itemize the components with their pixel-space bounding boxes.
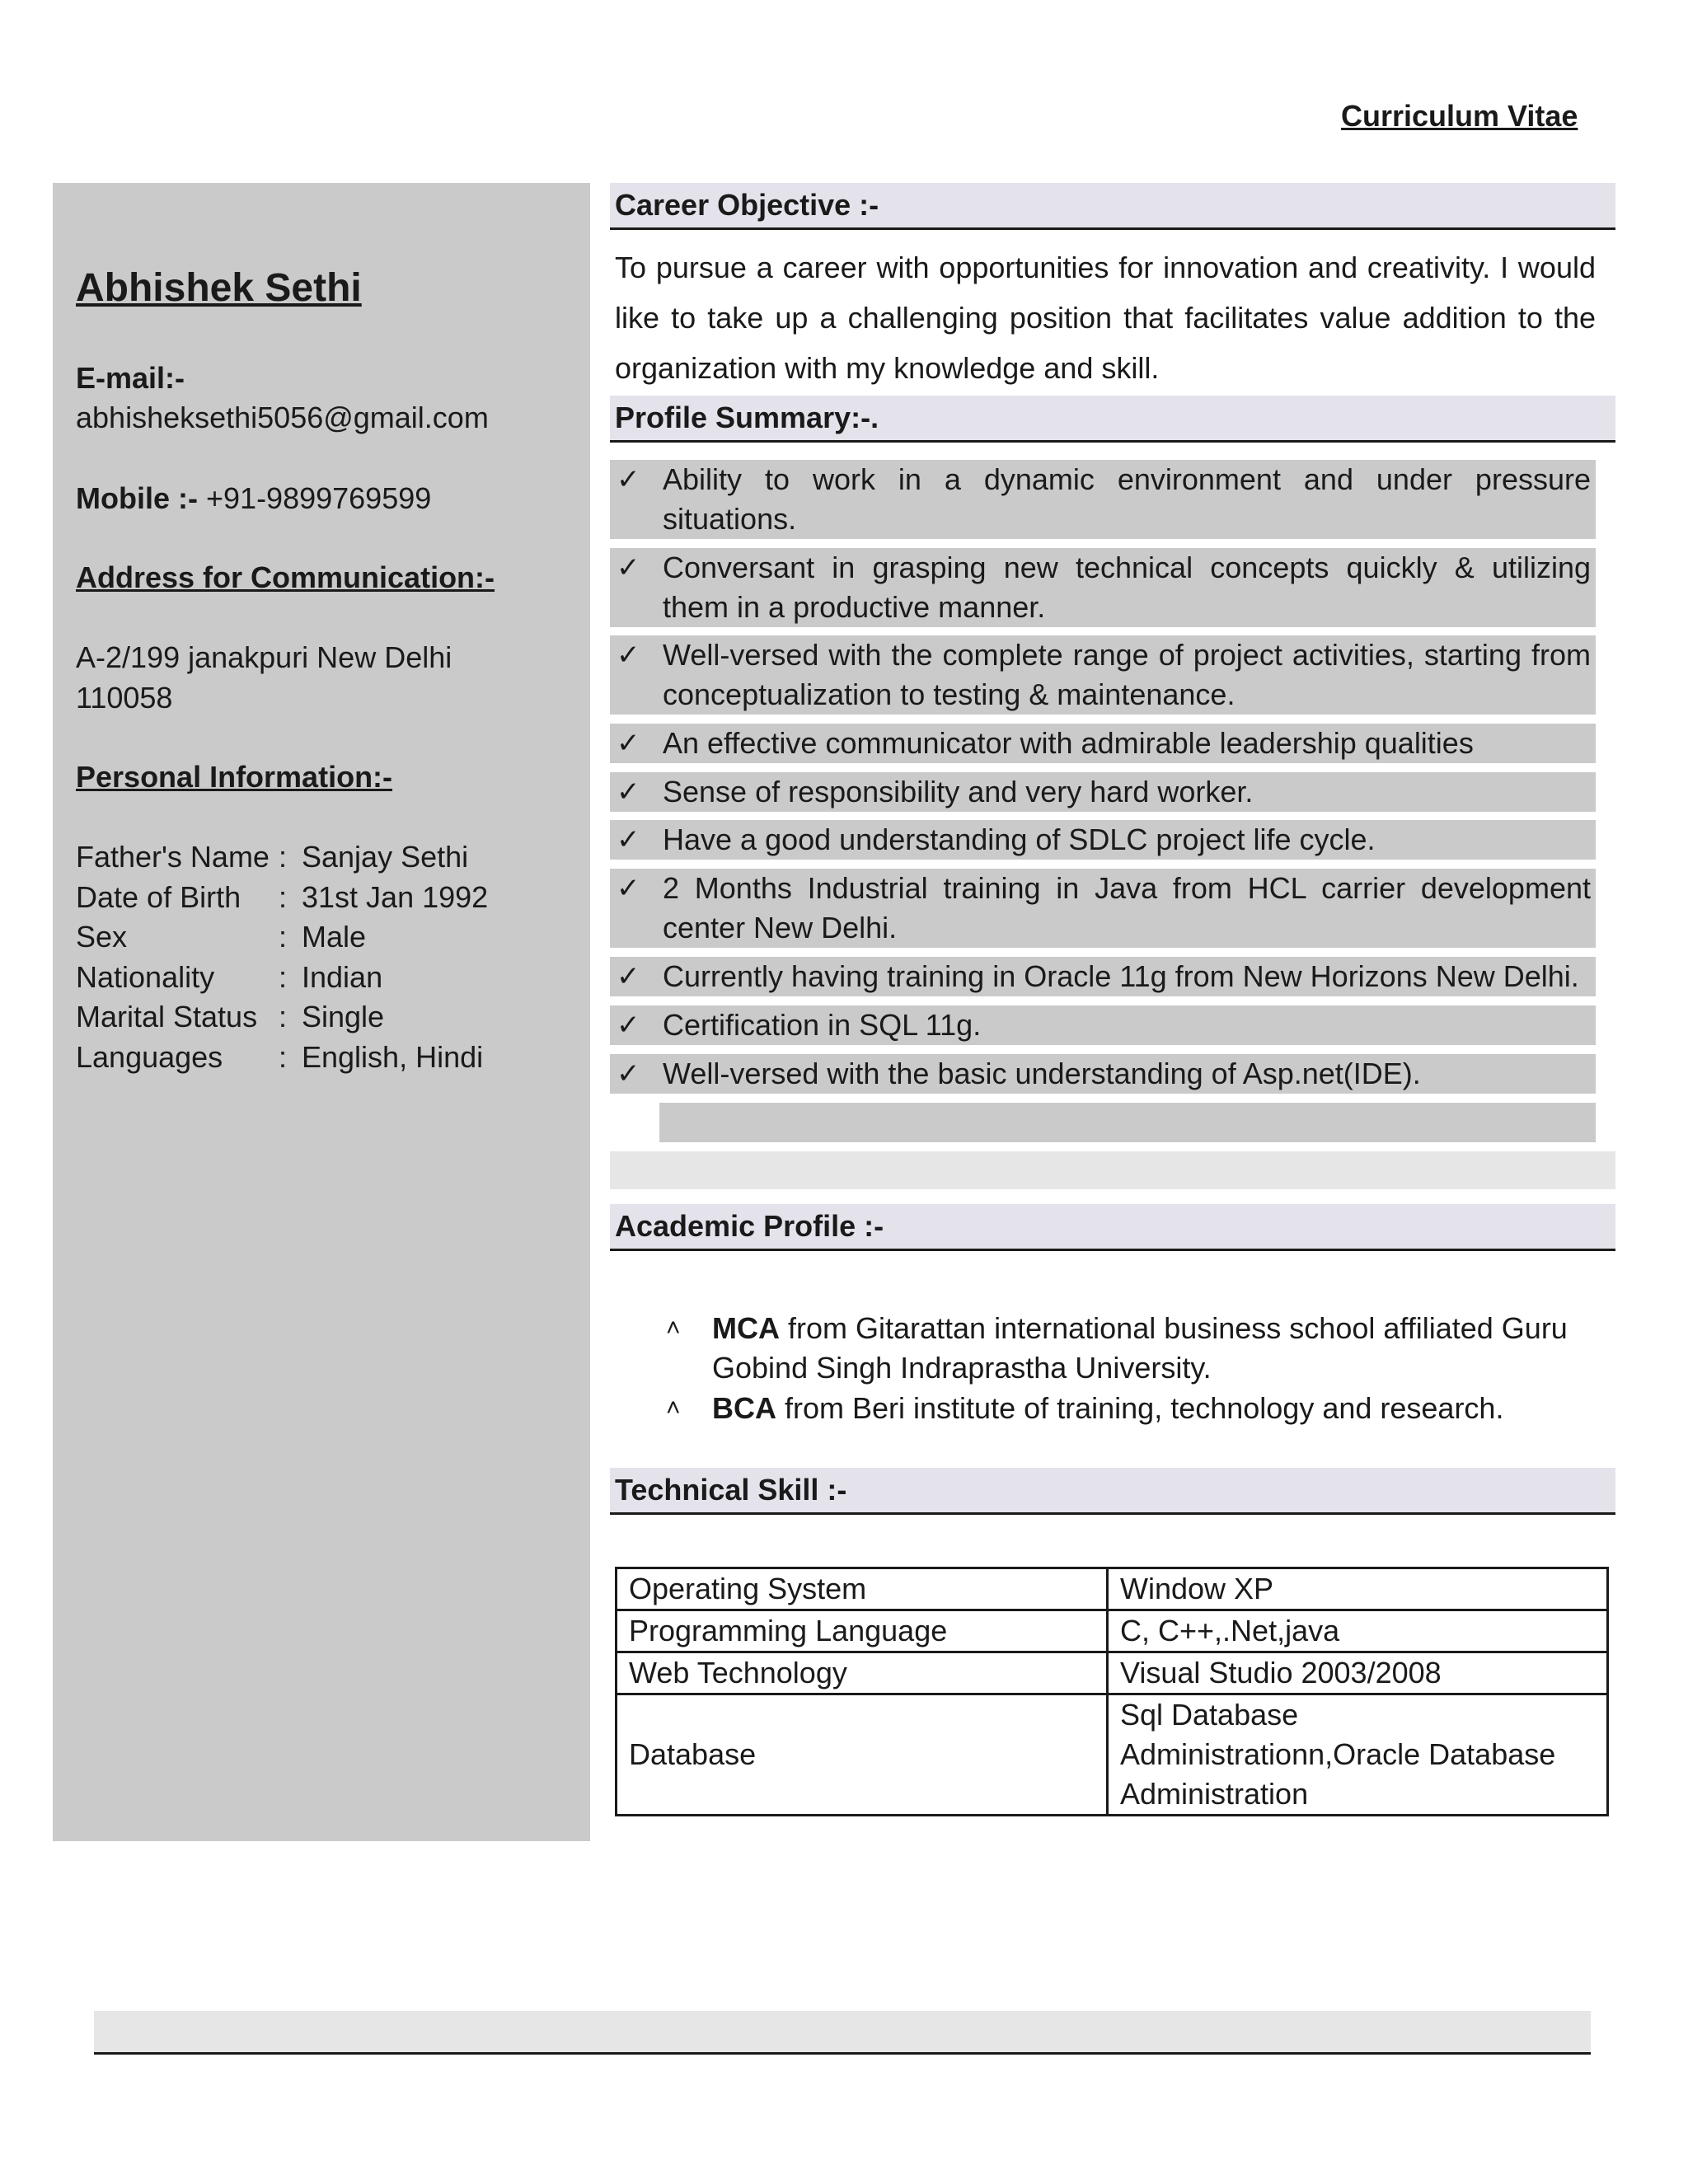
skill-value: Sql Database Administrationn,Oracle Database Administration xyxy=(1108,1694,1608,1816)
profile-item-text: Certification in SQL 11g. xyxy=(663,1008,982,1042)
personal-row-dob xyxy=(76,877,488,918)
profile-summary-heading: Profile Summary:-. xyxy=(615,401,879,434)
address-line-1: A-2/199 janakpuri New Delhi xyxy=(76,640,452,674)
mobile-line xyxy=(76,478,431,519)
profile-item xyxy=(610,548,1596,627)
personal-colon: : xyxy=(279,880,288,914)
personal-colon: : xyxy=(279,1040,288,1074)
academic-detail: from Beri institute of training, technology and research. xyxy=(776,1391,1504,1425)
personal-colon: : xyxy=(279,1000,288,1033)
profile-item-text: Ability to work in a dynamic environment and under pressure situations. xyxy=(663,462,1591,536)
profile-item xyxy=(610,724,1596,763)
academic-item xyxy=(666,1309,1597,1388)
arrowhead-bullet-icon: ˄ xyxy=(666,1315,681,1342)
personal-row-father xyxy=(76,837,468,878)
profile-item-text: Currently having training in Oracle 11g from New Horizons New Delhi. xyxy=(663,959,1579,993)
academic-degree: BCA xyxy=(712,1391,776,1425)
profile-item-text: Conversant in grasping new technical concepts quickly & utilizing them in a productive manner. xyxy=(663,551,1591,624)
profile-item xyxy=(610,772,1596,812)
profile-summary-header xyxy=(610,396,1615,443)
address-heading: Address for Communication:- xyxy=(76,560,495,594)
profile-item-text: 2 Months Industrial training in Java from HCL carrier development center New Delhi. xyxy=(663,871,1591,944)
page-title: Curriculum Vitae xyxy=(1341,99,1578,133)
check-icon: ✓ xyxy=(617,552,640,583)
personal-label: Father's Name xyxy=(76,840,270,874)
address-line-2: 110058 xyxy=(76,681,173,715)
personal-row-sex xyxy=(76,916,366,958)
academic-item-text xyxy=(712,1389,1597,1428)
skill-category: Programming Language xyxy=(617,1610,1108,1652)
arrowhead-bullet-icon: ˄ xyxy=(666,1394,681,1422)
table-row xyxy=(617,1652,1608,1694)
mobile-value: +91-9899769599 xyxy=(206,481,432,515)
check-icon: ✓ xyxy=(617,464,640,495)
skill-category: Web Technology xyxy=(617,1652,1108,1694)
personal-heading: Personal Information:- xyxy=(76,760,393,794)
check-icon: ✓ xyxy=(617,728,640,759)
skill-value: Visual Studio 2003/2008 xyxy=(1108,1652,1608,1694)
technical-skill-table xyxy=(615,1567,1609,1816)
email-value: abhisheksethi5056@gmail.com xyxy=(76,401,489,434)
career-objective-header xyxy=(610,183,1615,230)
personal-row-nationality xyxy=(76,957,382,998)
profile-item xyxy=(610,460,1596,539)
technical-skill-heading: Technical Skill :- xyxy=(615,1473,847,1507)
personal-value: Sanjay Sethi xyxy=(302,840,469,874)
personal-label: Languages xyxy=(76,1040,223,1074)
academic-profile-heading: Academic Profile :- xyxy=(615,1209,884,1243)
personal-colon: : xyxy=(279,840,288,874)
personal-colon: : xyxy=(279,960,288,994)
personal-value: English, Hindi xyxy=(302,1040,484,1074)
profile-item xyxy=(610,635,1596,715)
profile-item-text: An effective communicator with admirable leadership qualities xyxy=(663,726,1474,760)
spacer-band xyxy=(610,1151,1615,1189)
career-objective-text: To pursue a career with opportunities for innovation and creativity. I would like to take up a challenging position that facilitates value addition to the organization with my knowledge and skill. xyxy=(615,251,1596,385)
check-icon: ✓ xyxy=(617,824,640,855)
personal-value: Indian xyxy=(302,960,383,994)
check-icon: ✓ xyxy=(617,1058,640,1090)
profile-item-text: Have a good understanding of SDLC project life cycle. xyxy=(663,823,1376,856)
personal-colon: : xyxy=(279,920,288,954)
profile-item xyxy=(610,869,1596,948)
technical-skill-header xyxy=(610,1468,1615,1515)
table-row xyxy=(617,1694,1608,1816)
profile-item-text: Well-versed with the complete range of project activities, starting from conceptualization to testing & maintenance. xyxy=(663,638,1591,711)
personal-row-languages xyxy=(76,1037,483,1078)
check-icon: ✓ xyxy=(617,776,640,808)
check-icon: ✓ xyxy=(617,1010,640,1041)
profile-item xyxy=(610,820,1596,860)
empty-bullet-row xyxy=(659,1103,1596,1142)
personal-value: Male xyxy=(302,920,367,954)
email-label: E-mail:- xyxy=(76,361,185,395)
profile-item-text: Well-versed with the basic understanding of Asp.net(IDE). xyxy=(663,1057,1421,1090)
mobile-label: Mobile :- xyxy=(76,481,198,515)
skill-value: C, C++,.Net,java xyxy=(1108,1610,1608,1652)
skill-category: Operating System xyxy=(617,1568,1108,1610)
candidate-name: Abhishek Sethi xyxy=(76,266,362,310)
personal-label: Nationality xyxy=(76,960,215,994)
personal-row-marital xyxy=(76,996,384,1038)
academic-item xyxy=(666,1389,1597,1428)
academic-detail: from Gitarattan international business school affiliated Guru Gobind Singh Indraprastha University. xyxy=(712,1311,1568,1385)
table-row xyxy=(617,1568,1608,1610)
personal-value: 31st Jan 1992 xyxy=(302,880,489,914)
academic-item-text xyxy=(712,1309,1597,1388)
profile-item xyxy=(610,957,1596,996)
skill-value: Window XP xyxy=(1108,1568,1608,1610)
personal-label: Marital Status xyxy=(76,1000,258,1033)
profile-item xyxy=(610,1054,1596,1094)
personal-label: Date of Birth xyxy=(76,880,241,914)
table-row xyxy=(617,1610,1608,1652)
academic-degree: MCA xyxy=(712,1311,780,1345)
personal-value: Single xyxy=(302,1000,385,1033)
personal-label: Sex xyxy=(76,920,128,954)
career-objective-heading: Career Objective :- xyxy=(615,188,879,222)
check-icon: ✓ xyxy=(617,873,640,904)
profile-item-text: Sense of responsibility and very hard worker. xyxy=(663,775,1254,808)
academic-profile-header xyxy=(610,1204,1615,1251)
check-icon: ✓ xyxy=(617,961,640,992)
profile-item xyxy=(610,1005,1596,1045)
skill-category: Database xyxy=(617,1694,1108,1816)
check-icon: ✓ xyxy=(617,640,640,671)
footer-bar xyxy=(94,2011,1591,2055)
